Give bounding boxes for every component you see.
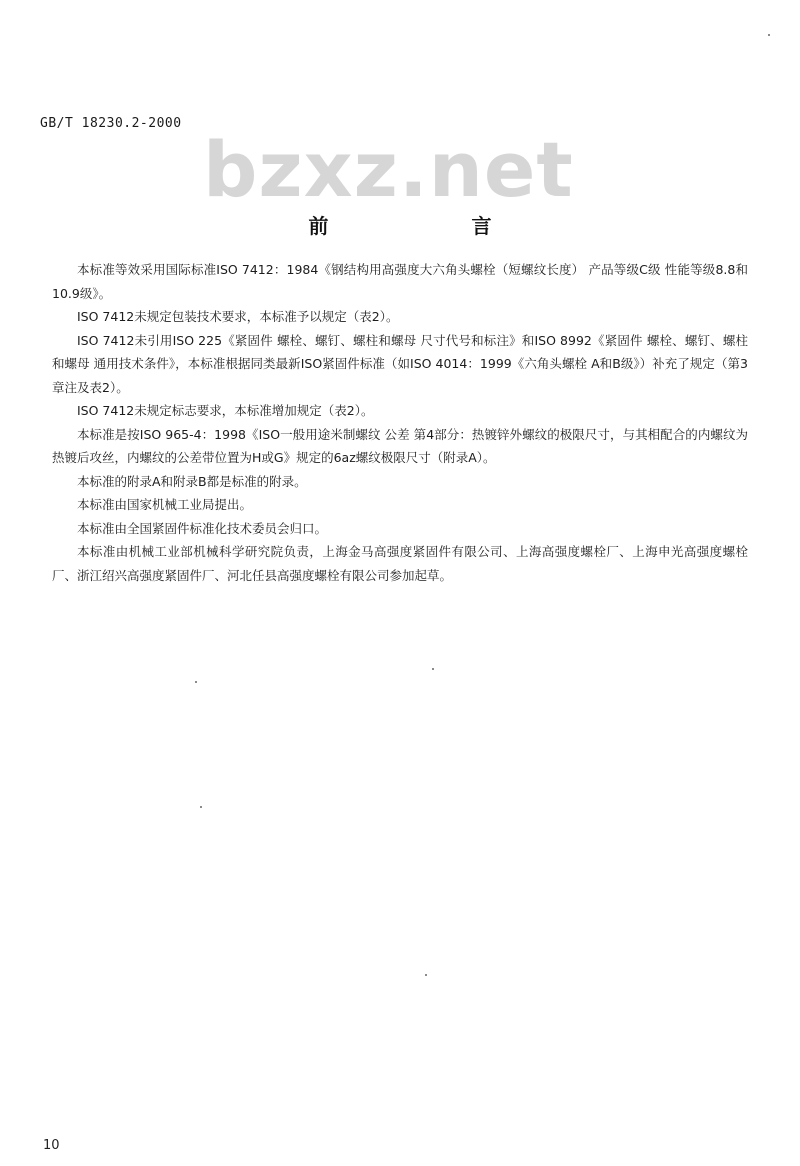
scan-speck (425, 974, 427, 976)
paragraph: ISO 7412未规定包装技术要求，本标准予以规定（表2）。 (77, 309, 399, 324)
scan-speck (432, 668, 434, 670)
paragraph: ISO 7412未规定标志要求，本标准增加规定（表2）。 (77, 403, 374, 418)
watermark: bzxz.net (203, 125, 574, 214)
scan-speck (768, 34, 770, 36)
paragraph: 本标准的附录A和附录B都是标准的附录。 (77, 473, 307, 489)
paragraph: 本标准是按ISO 965-4：1998《ISO一般用途米制螺纹 公差 第4部分：热镀锌外螺纹的极限尺寸，与其相配合的内螺纹为热镀后攻丝，内螺纹的公差带位置为H或G》规定的6az螺纹极限尺寸（附录A）。 (52, 426, 748, 465)
scan-speck (195, 681, 197, 683)
page-title: 前 言 (308, 214, 560, 238)
paragraph: 本标准由国家机械工业局提出。 (77, 497, 253, 512)
scan-speck (200, 806, 202, 808)
paragraph: ISO 7412未引用ISO 225《紧固件 螺栓、螺钉、螺柱和螺母 尺寸代号和标注》和ISO 8992《紧固件 螺栓、螺钉、螺柱和螺母 通用技术条件》，本标准根据同类最新ISO紧固件标准（如ISO 4014：1999《六角头螺栓 A和B级》）补充了规定（第3章注及表2）。 (52, 332, 748, 395)
paragraph: 本标准等效采用国际标准ISO 7412：1984《钢结构用高强度大六角头螺栓（短螺纹长度） 产品等级C级 性能等级8.8和10.9级》。 (52, 262, 748, 301)
preface-body (52, 258, 748, 587)
paragraph: 本标准由机械工业部机械科学研究院负责，上海金马高强度紧固件有限公司、上海高强度螺栓厂、上海申光高强度螺栓厂、浙江绍兴高强度紧固件厂、河北任县高强度螺栓有限公司参加起草。 (52, 544, 748, 583)
page-number: 10 (43, 1138, 60, 1153)
standard-code: GB/T 18230.2-2000 (40, 116, 182, 131)
paragraph: 本标准由全国紧固件标准化技术委员会归口。 (77, 520, 328, 536)
